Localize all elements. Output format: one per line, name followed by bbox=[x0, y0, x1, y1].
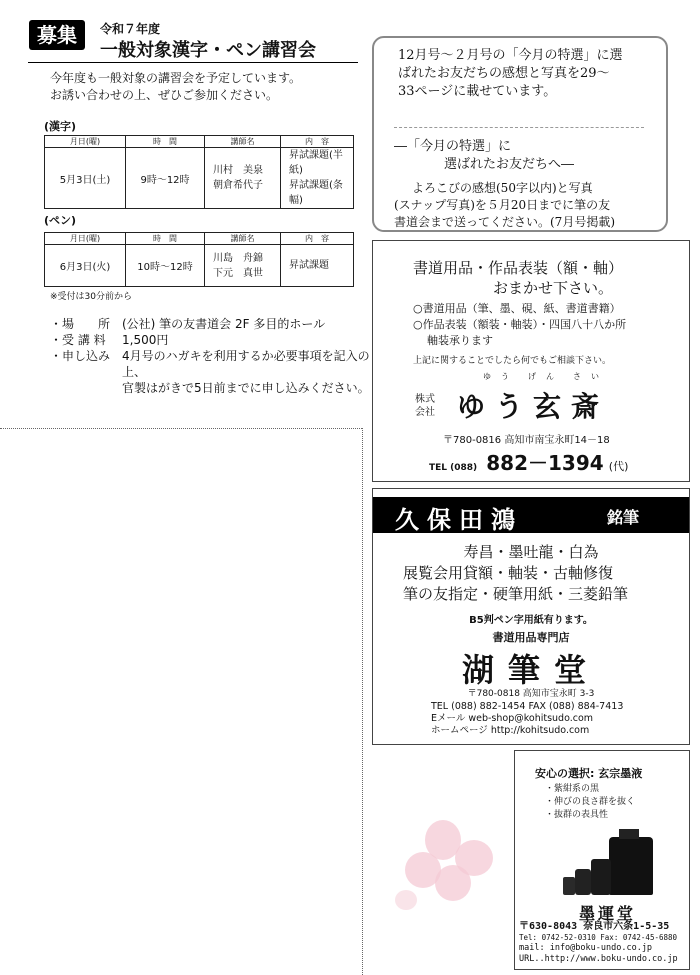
time-cell: 10時〜12時 bbox=[126, 245, 205, 287]
notice-line: 12月号〜２月号の「今月の特選」に選 bbox=[398, 48, 623, 63]
ad2-address bbox=[373, 686, 689, 699]
ad3-headline: 安心の選択: 玄宗墨液 bbox=[535, 767, 643, 780]
ad2-brands-text: 寿昌・墨吐龍・白為 bbox=[463, 543, 599, 561]
teacher-cell bbox=[205, 245, 281, 287]
apply-value bbox=[122, 348, 370, 396]
notice-heading-line: ―「今月の特選」に bbox=[394, 139, 512, 154]
ad-kohitsudo bbox=[372, 488, 690, 745]
ad3-features bbox=[545, 783, 635, 822]
ad2-brand-sub: 銘筆 bbox=[607, 508, 640, 527]
ink-bottle-large bbox=[609, 837, 653, 895]
teacher-name: 川村 美泉 bbox=[213, 165, 263, 176]
ad2-shop-type-text: 書道用品専門店 bbox=[492, 631, 570, 644]
ad2-brands bbox=[373, 541, 689, 562]
ad1-item: 軸装承ります bbox=[427, 334, 493, 347]
ad2-shop-name: 湖筆堂 bbox=[461, 651, 600, 689]
column-header: 月日(曜) bbox=[45, 233, 126, 245]
ad1-subtitle: おまかせ下さい。 bbox=[493, 279, 614, 297]
notice-body-line: (スナップ写真)を５月20日までに筆の友 bbox=[394, 198, 611, 212]
cut-line-vertical bbox=[362, 428, 363, 975]
ad3-address: 〒630-8043 奈良市六条1-5-35 bbox=[519, 921, 670, 932]
column-header: 内 容 bbox=[281, 136, 354, 148]
ad2-brand: 久保田鴻 bbox=[395, 505, 523, 534]
kanji-schedule-table bbox=[44, 135, 354, 209]
notice-body bbox=[394, 180, 664, 231]
ad2-service: 展覧会用貸額・軸装・古軸修復 bbox=[403, 564, 614, 582]
column-header: 時 間 bbox=[126, 136, 205, 148]
content-item: 昇試課題(半紙) bbox=[289, 150, 343, 176]
featured-works-notice bbox=[372, 36, 668, 232]
notice-heading-line: 選ばれたお友だちへ― bbox=[444, 157, 575, 172]
intro-text bbox=[50, 70, 360, 104]
notice-intro bbox=[398, 47, 668, 101]
ad1-consult: 上記に関することでしたら何でもご相談下さい。 bbox=[413, 356, 612, 366]
column-header: 月日(曜) bbox=[45, 136, 126, 148]
ad2-service: 筆の友指定・硬筆用紙・三菱鉛筆 bbox=[403, 585, 629, 603]
ad2-shop-type bbox=[373, 629, 689, 645]
ad3-company-logo: 墨運堂 bbox=[579, 904, 637, 923]
intro-line: お誘い合わせの上、ぜひご参加ください。 bbox=[50, 88, 279, 102]
fee-row bbox=[50, 332, 370, 348]
place-row bbox=[50, 316, 370, 332]
ad2-email: Eメール web-shop@kohitsudo.com bbox=[431, 713, 594, 724]
teacher-name: 下元 真世 bbox=[213, 267, 263, 279]
ad-yugensai bbox=[372, 240, 690, 482]
ad2-paper bbox=[373, 611, 689, 626]
corp-label: 株式 bbox=[415, 394, 435, 405]
cut-line-horizontal bbox=[0, 428, 362, 429]
page-title: 一般対象漢字・ペン講習会 bbox=[100, 40, 316, 61]
teacher-name: 川島 舟錦 bbox=[213, 252, 263, 264]
phone-suffix: (代) bbox=[608, 460, 629, 473]
date-cell: 6月3日(火) bbox=[45, 245, 126, 287]
ad2-services bbox=[403, 563, 628, 605]
ad1-title: 書道用品・作品表装（額・軸） bbox=[413, 259, 624, 277]
ad2-paper-text: B5判ペン字用紙有ります。 bbox=[469, 615, 593, 626]
ad2-banner bbox=[373, 497, 689, 533]
teacher-name: 朝倉希代子 bbox=[213, 180, 263, 191]
notice-line: 33ページに載せています。 bbox=[398, 84, 557, 99]
teacher-cell bbox=[205, 148, 281, 209]
apply-line: 官製はがきで5日前までに申し込みください。 bbox=[122, 381, 370, 395]
intro-line: 今年度も一般対象の講習会を予定しています。 bbox=[50, 71, 302, 85]
pen-section-label: (ペン) bbox=[44, 214, 77, 227]
column-header: 講師名 bbox=[205, 136, 281, 148]
reception-note: ※受付は30分前から bbox=[50, 292, 132, 302]
table-header-row bbox=[45, 233, 354, 245]
column-header: 講師名 bbox=[205, 233, 281, 245]
ad3-email: mail: info@boku-undo.co.jp bbox=[519, 943, 653, 953]
phone-label: TEL (088) bbox=[429, 463, 478, 473]
ink-bottle-small bbox=[575, 869, 591, 895]
ad3-contact bbox=[519, 921, 678, 965]
table-header-row bbox=[45, 136, 354, 148]
ad1-items bbox=[413, 301, 626, 349]
corp-label: 会社 bbox=[415, 407, 435, 418]
recruit-badge: 募集 bbox=[29, 20, 85, 50]
ad2-website: ホームページ http://kohitsudo.com bbox=[431, 725, 590, 736]
ad3-feature: ・紫紺系の黒 bbox=[545, 784, 600, 794]
column-header: 時 間 bbox=[126, 233, 205, 245]
date-cell: 5月3日(土) bbox=[45, 148, 126, 209]
time-cell: 9時〜12時 bbox=[126, 148, 205, 209]
bottle-cap bbox=[619, 829, 639, 839]
content-cell bbox=[281, 148, 354, 209]
ad3-phone: Tel: 0742-52-0310 Fax: 0742-45-6880 bbox=[519, 933, 678, 942]
content-cell: 昇試課題 bbox=[281, 245, 354, 287]
kanji-section-label: (漢字) bbox=[44, 120, 77, 133]
ad3-feature: ・伸びの良さ群を抜く bbox=[545, 797, 636, 807]
table-row bbox=[45, 245, 354, 287]
ad1-address: 〒780-0816 高知市南宝永町14－18 bbox=[443, 435, 610, 446]
ad1-company-logo: ゆう玄斎 bbox=[457, 390, 610, 423]
place-label: ・場 所 bbox=[50, 317, 111, 331]
ad1-item: ○書道用品（筆、墨、硯、紙、書道書籍） bbox=[413, 302, 621, 315]
fee-label: ・受 講 料 bbox=[50, 333, 106, 347]
notice-heading bbox=[394, 138, 574, 174]
ink-bottle-medium bbox=[591, 859, 611, 895]
ad-bokuundo bbox=[514, 750, 690, 970]
cherry-blossom-illustration bbox=[395, 810, 515, 920]
phone-number: 882－1394 bbox=[486, 451, 604, 475]
event-info bbox=[50, 316, 370, 396]
header-year: 令和７年度 bbox=[100, 22, 161, 36]
apply-row bbox=[50, 348, 370, 396]
fee-value: 1,500円 bbox=[122, 333, 169, 347]
ad2-phone: TEL (088) 882-1454 FAX (088) 884-7413 bbox=[431, 701, 624, 712]
title-divider bbox=[28, 62, 358, 63]
ad2-contact bbox=[431, 701, 623, 737]
notice-line: ばれたお友だちの感想と写真を29〜 bbox=[398, 66, 610, 81]
content-item: 昇試課題(条幅) bbox=[289, 180, 343, 206]
table-row bbox=[45, 148, 354, 209]
ad2-address-text: 〒780-0818 高知市宝永町 3-3 bbox=[467, 689, 595, 699]
ad1-item: ○作品表装（額装・軸装）・四国八十八か所 bbox=[413, 318, 627, 331]
place-value: (公社) 筆の友書道会 2F 多目的ホール bbox=[122, 317, 326, 331]
apply-line: 4月号のハガキを利用するか必要事項を記入の上、 bbox=[122, 349, 370, 379]
ad3-website: URL..http://www.boku-undo.co.jp bbox=[519, 954, 678, 964]
ad1-corp bbox=[415, 393, 435, 419]
ad1-phone bbox=[429, 447, 628, 476]
notice-body-line: よろこびの感想(50字以内)と写真 bbox=[412, 181, 593, 195]
ad1-ruby: ゆ う げ ん さ い bbox=[483, 372, 600, 381]
pen-schedule-table bbox=[44, 232, 354, 287]
ad3-feature: ・抜群の表具性 bbox=[545, 810, 609, 820]
ink-bottle-mini bbox=[563, 877, 575, 895]
column-header: 内 容 bbox=[281, 233, 354, 245]
ad2-shop-logo bbox=[373, 645, 689, 691]
apply-label: ・申し込み bbox=[50, 349, 111, 363]
notice-body-line: 書道会まで送ってください。(7月号掲載) bbox=[394, 215, 615, 229]
notice-divider bbox=[394, 127, 644, 128]
